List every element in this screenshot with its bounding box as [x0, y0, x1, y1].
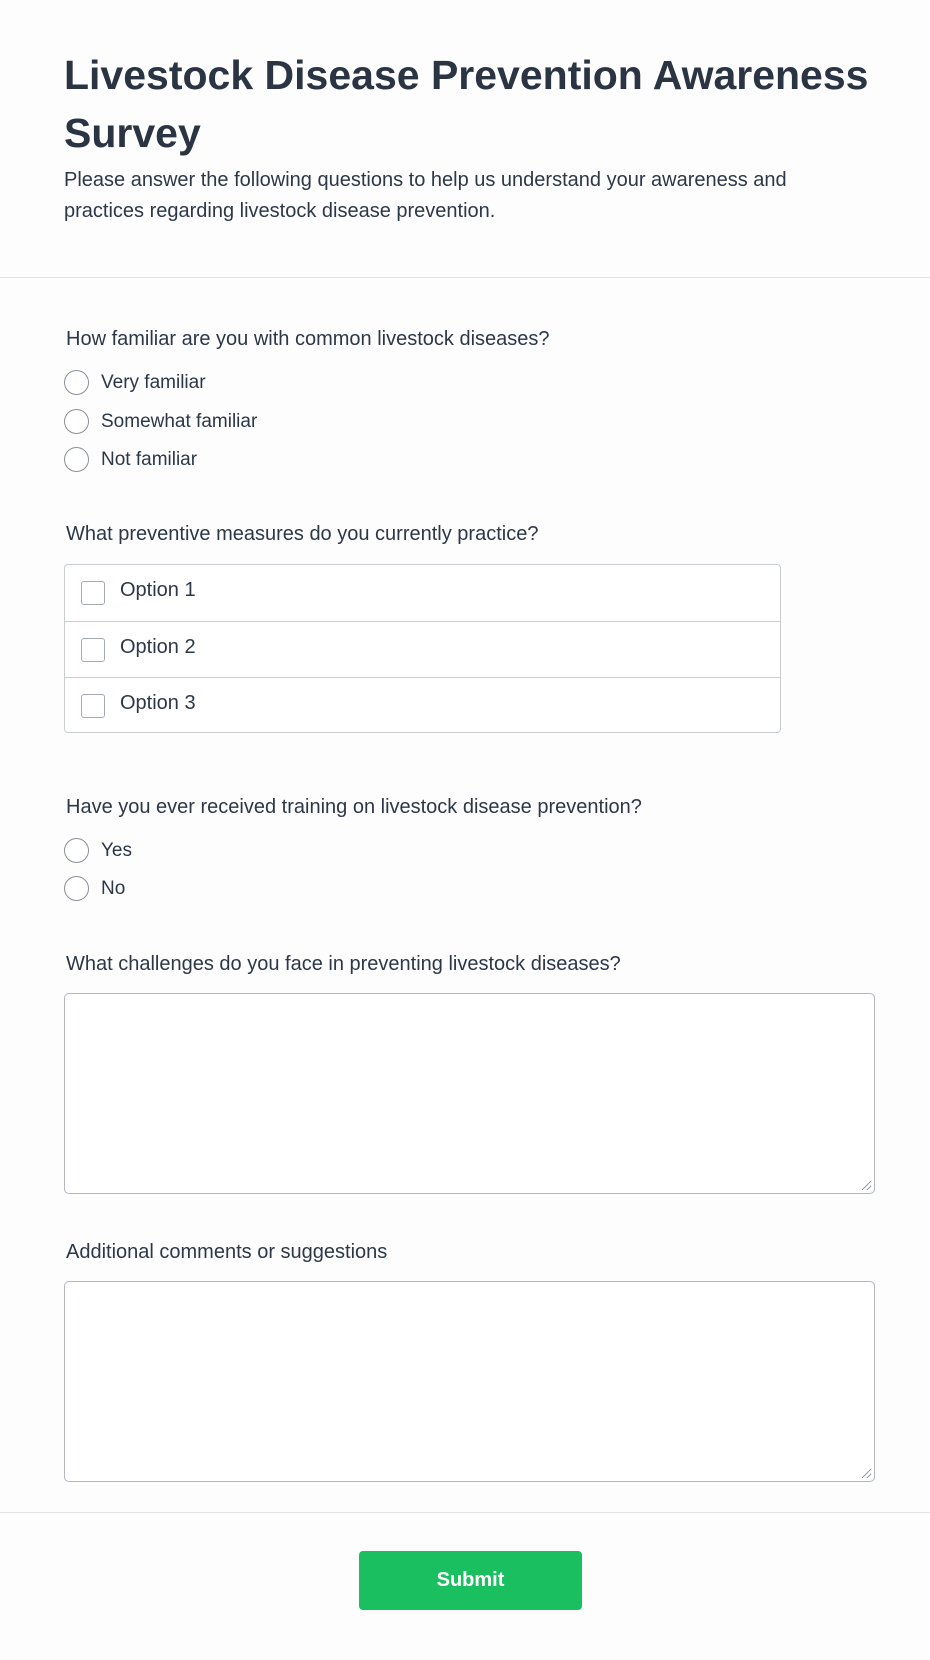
survey-intro: Please answer the following questions to help us understand your awareness and practices regarding livestock disease prevention. — [64, 169, 787, 222]
radio-option-label: Not familiar — [101, 449, 198, 470]
checkbox-option-2[interactable] — [65, 621, 780, 677]
checkbox[interactable] — [81, 581, 105, 605]
radio-button[interactable] — [64, 447, 89, 472]
radio-option-label: Somewhat familiar — [101, 411, 258, 432]
question-training-label: Have you ever received training on livestock disease prevention? — [66, 796, 642, 818]
checkbox-label: Option 1 — [120, 579, 196, 601]
measures-checkbox-group — [64, 564, 781, 733]
radio-button[interactable] — [64, 876, 89, 901]
checkbox-label: Option 3 — [120, 692, 196, 714]
radio-button[interactable] — [64, 370, 89, 395]
question-challenges-label: What challenges do you face in preventing livestock diseases? — [66, 953, 621, 975]
radio-option-label: No — [101, 878, 126, 899]
radio-option-label: Very familiar — [101, 372, 206, 393]
checkbox-option-3[interactable] — [65, 677, 780, 733]
question-measures-label: What preventive measures do you currently practice? — [66, 523, 539, 545]
question-familiarity-label: How familiar are you with common livestock diseases? — [66, 328, 550, 350]
resize-handle-icon[interactable] — [862, 1469, 871, 1478]
checkbox[interactable] — [81, 638, 105, 662]
footer-divider — [0, 1512, 930, 1513]
checkbox-option-1[interactable] — [65, 565, 780, 621]
radio-option-label: Yes — [101, 840, 132, 861]
page-title: Livestock Disease Prevention Awareness Survey — [64, 52, 869, 156]
question-comments-label: Additional comments or suggestions — [66, 1241, 388, 1263]
checkbox[interactable] — [81, 694, 105, 718]
comments-textarea[interactable] — [64, 1281, 875, 1482]
radio-button[interactable] — [64, 838, 89, 863]
submit-button[interactable]: Submit — [359, 1551, 582, 1610]
survey-header — [0, 0, 930, 278]
checkbox-label: Option 2 — [120, 636, 196, 658]
challenges-textarea[interactable] — [64, 993, 875, 1194]
radio-button[interactable] — [64, 409, 89, 434]
resize-handle-icon[interactable] — [862, 1181, 871, 1190]
